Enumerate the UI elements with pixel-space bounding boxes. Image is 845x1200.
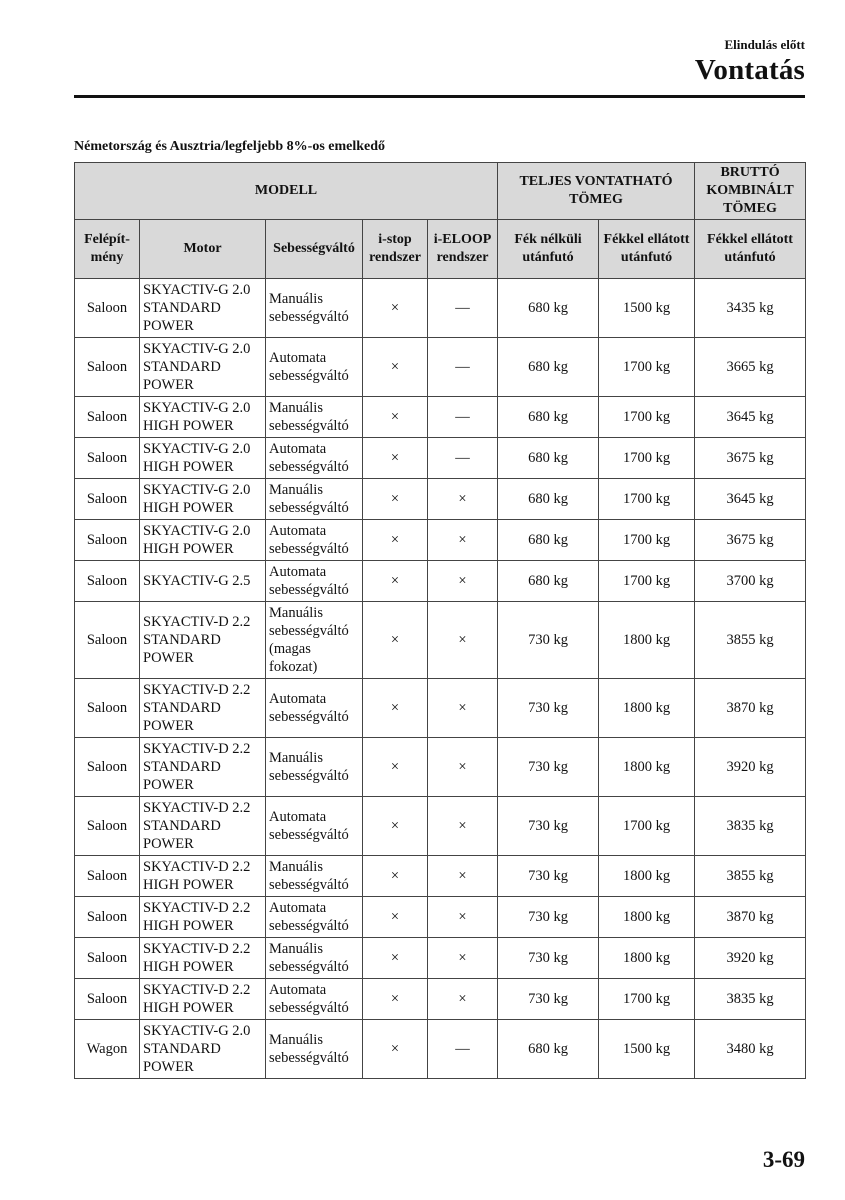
table-row	[75, 1020, 806, 1079]
cell-unbraked: 730 kg	[498, 738, 599, 797]
table-row	[75, 938, 806, 979]
cell-istop: ×	[363, 479, 428, 520]
cell-transmission: Manuális sebességváltó	[266, 397, 363, 438]
cell-unbraked: 680 kg	[498, 397, 599, 438]
cell-ieloop: —	[428, 397, 498, 438]
table-row	[75, 797, 806, 856]
table-row	[75, 279, 806, 338]
table-row	[75, 979, 806, 1020]
cell-transmission: Manuális sebességváltó	[266, 938, 363, 979]
cell-transmission: Automata sebességváltó	[266, 897, 363, 938]
cell-unbraked: 730 kg	[498, 797, 599, 856]
cell-body: Saloon	[75, 602, 140, 679]
cell-istop: ×	[363, 397, 428, 438]
cell-ieloop: ×	[428, 938, 498, 979]
cell-gross-combined: 3855 kg	[695, 856, 806, 897]
cell-unbraked: 680 kg	[498, 520, 599, 561]
cell-engine: SKYACTIV-G 2.0 HIGH POWER	[140, 520, 266, 561]
cell-body: Saloon	[75, 738, 140, 797]
header-unbraked: Fék nélküli utánfutó	[498, 220, 599, 279]
cell-engine: SKYACTIV-G 2.0 HIGH POWER	[140, 438, 266, 479]
table-row	[75, 679, 806, 738]
cell-engine: SKYACTIV-D 2.2 STANDARD POWER	[140, 738, 266, 797]
cell-braked: 1800 kg	[599, 738, 695, 797]
cell-istop: ×	[363, 979, 428, 1020]
header-total-towable: TELJES VONTATHATÓ TÖMEG	[498, 163, 695, 220]
cell-body: Saloon	[75, 561, 140, 602]
cell-gross-combined: 3645 kg	[695, 397, 806, 438]
cell-gross-combined: 3665 kg	[695, 338, 806, 397]
cell-body: Saloon	[75, 856, 140, 897]
cell-braked: 1500 kg	[599, 1020, 695, 1079]
cell-unbraked: 680 kg	[498, 279, 599, 338]
cell-body: Saloon	[75, 279, 140, 338]
towing-capacity-table	[74, 162, 806, 1079]
cell-gross-combined: 3700 kg	[695, 561, 806, 602]
cell-braked: 1800 kg	[599, 679, 695, 738]
cell-gross-combined: 3675 kg	[695, 438, 806, 479]
header-braked-combined: Fékkel ellátott utánfutó	[695, 220, 806, 279]
cell-istop: ×	[363, 938, 428, 979]
cell-body: Saloon	[75, 397, 140, 438]
cell-engine: SKYACTIV-D 2.2 HIGH POWER	[140, 897, 266, 938]
cell-body: Saloon	[75, 979, 140, 1020]
cell-body: Saloon	[75, 520, 140, 561]
header-engine: Motor	[140, 220, 266, 279]
cell-istop: ×	[363, 679, 428, 738]
cell-istop: ×	[363, 797, 428, 856]
cell-ieloop: ×	[428, 797, 498, 856]
section-label: Elindulás előtt	[724, 37, 805, 52]
cell-gross-combined: 3920 kg	[695, 938, 806, 979]
table-row	[75, 738, 806, 797]
table-row	[75, 856, 806, 897]
cell-engine: SKYACTIV-D 2.2 STANDARD POWER	[140, 797, 266, 856]
cell-unbraked: 680 kg	[498, 1020, 599, 1079]
header-ieloop: i-ELOOP rendszer	[428, 220, 498, 279]
cell-ieloop: ×	[428, 856, 498, 897]
cell-body: Saloon	[75, 438, 140, 479]
table-row	[75, 338, 806, 397]
cell-engine: SKYACTIV-G 2.5	[140, 561, 266, 602]
page-title: Vontatás	[694, 54, 805, 86]
cell-engine: SKYACTIV-G 2.0 HIGH POWER	[140, 479, 266, 520]
cell-transmission: Automata sebességváltó	[266, 338, 363, 397]
cell-ieloop: ×	[428, 561, 498, 602]
cell-unbraked: 680 kg	[498, 479, 599, 520]
header-braked: Fékkel ellátott utánfutó	[599, 220, 695, 279]
cell-braked: 1700 kg	[599, 520, 695, 561]
cell-gross-combined: 3870 kg	[695, 897, 806, 938]
cell-braked: 1800 kg	[599, 856, 695, 897]
cell-engine: SKYACTIV-D 2.2 STANDARD POWER	[140, 679, 266, 738]
cell-body: Saloon	[75, 679, 140, 738]
cell-istop: ×	[363, 561, 428, 602]
cell-unbraked: 730 kg	[498, 979, 599, 1020]
cell-transmission: Manuális sebességváltó	[266, 738, 363, 797]
table-row	[75, 897, 806, 938]
cell-transmission: Manuális sebességváltó (magas fokozat)	[266, 602, 363, 679]
cell-ieloop: ×	[428, 738, 498, 797]
cell-istop: ×	[363, 520, 428, 561]
cell-gross-combined: 3645 kg	[695, 479, 806, 520]
cell-braked: 1700 kg	[599, 338, 695, 397]
cell-transmission: Automata sebességváltó	[266, 979, 363, 1020]
cell-ieloop: —	[428, 1020, 498, 1079]
cell-engine: SKYACTIV-D 2.2 HIGH POWER	[140, 979, 266, 1020]
table-row	[75, 397, 806, 438]
cell-ieloop: ×	[428, 520, 498, 561]
header-gross-combined: BRUTTÓ KOMBINÁLT TÖMEG	[695, 163, 806, 220]
cell-istop: ×	[363, 438, 428, 479]
cell-braked: 1700 kg	[599, 479, 695, 520]
cell-unbraked: 730 kg	[498, 602, 599, 679]
cell-body: Saloon	[75, 338, 140, 397]
table-row	[75, 602, 806, 679]
cell-engine: SKYACTIV-D 2.2 HIGH POWER	[140, 856, 266, 897]
cell-istop: ×	[363, 279, 428, 338]
header-istop: i-stop rendszer	[363, 220, 428, 279]
cell-gross-combined: 3855 kg	[695, 602, 806, 679]
cell-unbraked: 680 kg	[498, 561, 599, 602]
cell-engine: SKYACTIV-G 2.0 STANDARD POWER	[140, 1020, 266, 1079]
page-number: 3-69	[762, 1147, 805, 1172]
cell-transmission: Manuális sebességváltó	[266, 1020, 363, 1079]
cell-ieloop: ×	[428, 602, 498, 679]
cell-engine: SKYACTIV-G 2.0 STANDARD POWER	[140, 279, 266, 338]
cell-braked: 1800 kg	[599, 938, 695, 979]
cell-unbraked: 730 kg	[498, 938, 599, 979]
cell-braked: 1700 kg	[599, 797, 695, 856]
cell-transmission: Automata sebességváltó	[266, 561, 363, 602]
table-row	[75, 520, 806, 561]
cell-gross-combined: 3835 kg	[695, 979, 806, 1020]
cell-gross-combined: 3480 kg	[695, 1020, 806, 1079]
cell-braked: 1700 kg	[599, 979, 695, 1020]
cell-istop: ×	[363, 602, 428, 679]
cell-transmission: Manuális sebességváltó	[266, 279, 363, 338]
cell-body: Saloon	[75, 897, 140, 938]
cell-gross-combined: 3835 kg	[695, 797, 806, 856]
cell-istop: ×	[363, 1020, 428, 1079]
cell-braked: 1500 kg	[599, 279, 695, 338]
cell-ieloop: ×	[428, 979, 498, 1020]
cell-ieloop: ×	[428, 679, 498, 738]
header-modell: MODELL	[75, 163, 498, 220]
cell-body: Saloon	[75, 797, 140, 856]
cell-ieloop: —	[428, 338, 498, 397]
cell-ieloop: ×	[428, 479, 498, 520]
header-divider	[74, 95, 805, 98]
cell-engine: SKYACTIV-G 2.0 HIGH POWER	[140, 397, 266, 438]
cell-engine: SKYACTIV-D 2.2 STANDARD POWER	[140, 602, 266, 679]
cell-braked: 1700 kg	[599, 438, 695, 479]
cell-gross-combined: 3870 kg	[695, 679, 806, 738]
cell-braked: 1800 kg	[599, 897, 695, 938]
cell-ieloop: —	[428, 279, 498, 338]
cell-transmission: Automata sebességváltó	[266, 797, 363, 856]
cell-ieloop: —	[428, 438, 498, 479]
cell-unbraked: 680 kg	[498, 438, 599, 479]
cell-unbraked: 730 kg	[498, 897, 599, 938]
cell-unbraked: 680 kg	[498, 338, 599, 397]
cell-unbraked: 730 kg	[498, 856, 599, 897]
cell-engine: SKYACTIV-G 2.0 STANDARD POWER	[140, 338, 266, 397]
cell-gross-combined: 3675 kg	[695, 520, 806, 561]
cell-istop: ×	[363, 338, 428, 397]
cell-transmission: Manuális sebességváltó	[266, 856, 363, 897]
cell-istop: ×	[363, 738, 428, 797]
cell-body: Saloon	[75, 479, 140, 520]
table-row	[75, 438, 806, 479]
cell-braked: 1800 kg	[599, 602, 695, 679]
header-transmission: Sebességváltó	[266, 220, 363, 279]
cell-braked: 1700 kg	[599, 561, 695, 602]
table-caption: Németország és Ausztria/legfeljebb 8%-os emelkedő	[74, 139, 386, 154]
cell-transmission: Automata sebességváltó	[266, 438, 363, 479]
cell-istop: ×	[363, 856, 428, 897]
cell-transmission: Manuális sebességváltó	[266, 479, 363, 520]
cell-gross-combined: 3435 kg	[695, 279, 806, 338]
cell-transmission: Automata sebességváltó	[266, 520, 363, 561]
cell-istop: ×	[363, 897, 428, 938]
table-row	[75, 479, 806, 520]
header-body: Felépít-mény	[75, 220, 140, 279]
cell-braked: 1700 kg	[599, 397, 695, 438]
table-row	[75, 561, 806, 602]
cell-gross-combined: 3920 kg	[695, 738, 806, 797]
cell-body: Saloon	[75, 938, 140, 979]
cell-ieloop: ×	[428, 897, 498, 938]
cell-body: Wagon	[75, 1020, 140, 1079]
cell-unbraked: 730 kg	[498, 679, 599, 738]
cell-engine: SKYACTIV-D 2.2 HIGH POWER	[140, 938, 266, 979]
cell-transmission: Automata sebességváltó	[266, 679, 363, 738]
